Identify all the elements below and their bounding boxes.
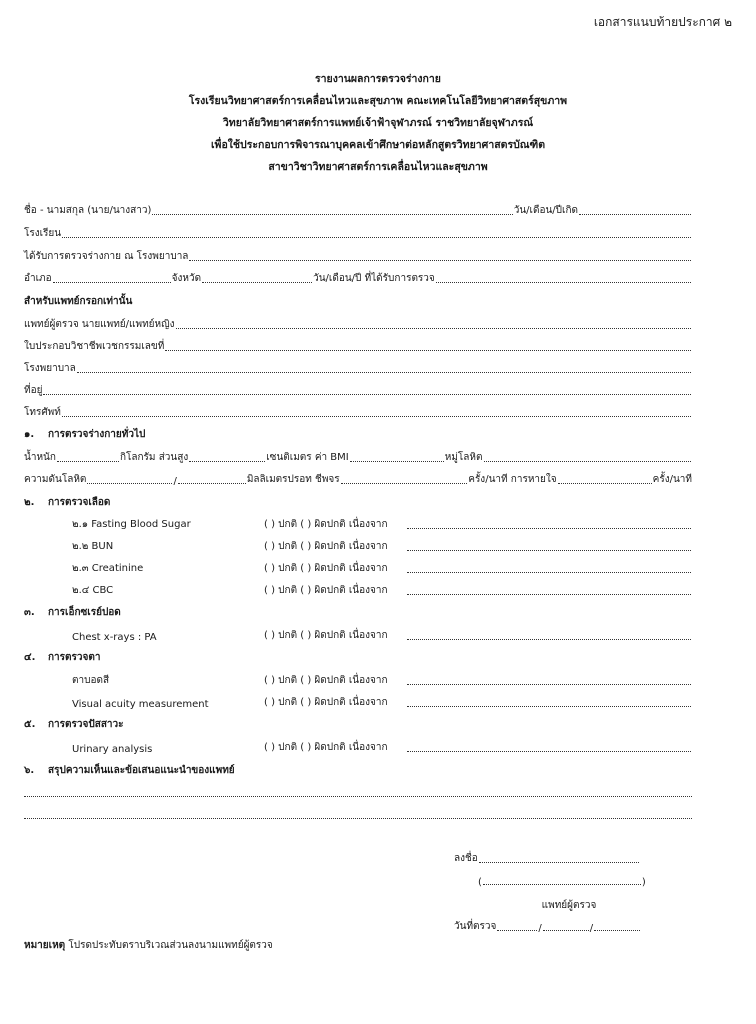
reason-field[interactable]: [407, 684, 691, 685]
normal-abnormal-checkboxes[interactable]: ( ) ปกติ ( ) ผิดปกติ เนื่องจาก: [264, 675, 388, 686]
test-row-color-blind: [72, 674, 692, 688]
exam-hospital-field[interactable]: [189, 260, 691, 261]
vital-signs-row: ความดันโลหิต / มิลลิเมตรปรอท ชีพจร ครั้ง/นาที การหายใจ ครั้ง/นาที: [24, 474, 692, 487]
school-field[interactable]: [62, 237, 691, 238]
reason-field[interactable]: [407, 572, 691, 573]
test-row-fbs: [72, 518, 692, 532]
title-line-2: โรงเรียนวิทยาศาสตร์การเคลื่อนไหวและสุขภาพ คณะเทคโนโลยีวิทยาศาสตร์สุขภาพ: [188, 95, 568, 107]
test-name: ๒.๓ Creatinine: [72, 563, 144, 574]
document-title-block: [0, 68, 756, 178]
resp-unit-label: ครั้ง/นาที: [652, 474, 692, 485]
test-name: ๒.๒ BUN: [72, 541, 114, 552]
respiration-field[interactable]: [558, 483, 652, 484]
test-name: ๒.๔ CBC: [72, 585, 114, 596]
weight-label: น้ำหนัก: [24, 452, 56, 463]
section-6-heading: ๖. สรุปความเห็นและข้อเสนอแนะนำของแพทย์: [24, 765, 235, 776]
location-row: [24, 272, 692, 286]
signature-field[interactable]: [479, 862, 639, 863]
pulse-unit-label: ครั้ง/นาที การหายใจ: [468, 474, 557, 485]
pulse-field[interactable]: [341, 483, 468, 484]
address-field[interactable]: [43, 394, 691, 395]
note-label: หมายเหตุ: [24, 940, 66, 951]
year-field[interactable]: [594, 930, 640, 931]
hospital-row: [24, 362, 692, 376]
name-label: ชื่อ - นามสกุล (นาย/นางสาว): [24, 205, 152, 216]
date-label: วันที่ตรวจ: [454, 921, 497, 932]
blood-group-label: หมู่โลหิต: [444, 452, 483, 463]
footnote: [24, 938, 273, 952]
province-field[interactable]: [202, 282, 312, 283]
dob-label: วัน/เดือน/ปีเกิด: [513, 205, 578, 216]
province-label: จังหวัด: [171, 273, 202, 284]
reason-field[interactable]: [407, 751, 691, 752]
title-line-4: เพื่อใช้ประกอบการพิจารณาบุคคลเข้าศึกษาต่อหลักสูตรวิทยาศาสตรบัณฑิต: [210, 139, 546, 151]
day-field[interactable]: [497, 930, 537, 931]
address-label: ที่อยู่: [24, 385, 43, 396]
title-line-5: สาขาวิชาวิทยาศาสตร์การเคลื่อนไหวและสุขภาพ: [268, 161, 488, 173]
sign-label: ลงชื่อ: [454, 853, 478, 864]
dob-field[interactable]: [579, 214, 691, 215]
blood-group-field[interactable]: [484, 461, 691, 462]
district-label: อำเภอ: [24, 273, 52, 284]
normal-abnormal-checkboxes[interactable]: ( ) ปกติ ( ) ผิดปกติ เนื่องจาก: [264, 519, 388, 530]
summary-line-2[interactable]: [24, 818, 692, 819]
exam-hospital-row: [24, 250, 692, 264]
section-2-heading: ๒. การตรวจเลือด: [24, 497, 111, 508]
test-row-visual-acuity: [72, 696, 692, 710]
test-row-cbc: [72, 584, 692, 598]
section-1-heading: ๑. การตรวจร่างกายทั่วไป: [24, 429, 146, 440]
doctor-only-heading: สำหรับแพทย์กรอกเท่านั้น: [24, 296, 133, 307]
license-row: [24, 340, 692, 354]
doctor-label: แพทย์ผู้ตรวจ นายแพทย์/แพทย์หญิง: [24, 319, 175, 330]
hospital-field[interactable]: [77, 372, 691, 373]
title-line-1: รายงานผลการตรวจร่างกาย: [315, 73, 441, 85]
applicant-name-row: [24, 204, 692, 218]
test-name: Chest x-rays : PA: [72, 632, 157, 643]
name-field[interactable]: [152, 214, 512, 215]
printed-name-row: ( ): [478, 877, 646, 888]
test-name: Visual acuity measurement: [72, 699, 209, 710]
school-row: [24, 227, 692, 241]
reason-field[interactable]: [407, 639, 691, 640]
phone-row: [24, 406, 692, 420]
bp-systolic-field[interactable]: [87, 483, 172, 484]
signature-row: [454, 852, 640, 866]
mmhg-label: มิลลิเมตรปรอท ชีพจร: [246, 474, 340, 485]
phone-field[interactable]: [62, 416, 691, 417]
attachment-label: เอกสารแนบท้ายประกาศ ๒: [593, 15, 732, 29]
normal-abnormal-checkboxes[interactable]: ( ) ปกติ ( ) ผิดปกติ เนื่องจาก: [264, 742, 388, 753]
test-name: ๒.๑ Fasting Blood Sugar: [72, 519, 191, 530]
doctor-role-label: แพทย์ผู้ตรวจ: [541, 900, 597, 911]
normal-abnormal-checkboxes[interactable]: ( ) ปกติ ( ) ผิดปกติ เนื่องจาก: [264, 563, 388, 574]
exam-hospital-label: ได้รับการตรวจร่างกาย ณ โรงพยาบาล: [24, 251, 189, 262]
exam-date-label: วัน/เดือน/ปี ที่ได้รับการตรวจ: [313, 273, 435, 284]
exam-date-sign-row: วันที่ตรวจ / /: [454, 920, 641, 934]
reason-field[interactable]: [407, 594, 691, 595]
section-3-heading: ๓. การเอ็กซเรย์ปอด: [24, 607, 121, 618]
license-field[interactable]: [165, 350, 691, 351]
cm-label: เซนติเมตร ค่า BMI: [266, 452, 349, 463]
month-field[interactable]: [543, 930, 589, 931]
test-row-xray: [72, 629, 692, 643]
normal-abnormal-checkboxes[interactable]: ( ) ปกติ ( ) ผิดปกติ เนื่องจาก: [264, 630, 388, 641]
school-label: โรงเรียน: [24, 228, 62, 239]
reason-field[interactable]: [407, 528, 691, 529]
section-4-heading: ๔. การตรวจตา: [24, 652, 101, 663]
weight-field[interactable]: [57, 461, 119, 462]
exam-date-field[interactable]: [436, 282, 691, 283]
bp-diastolic-field[interactable]: [178, 483, 246, 484]
phone-label: โทรศัพท์: [24, 407, 61, 418]
height-field[interactable]: [189, 461, 265, 462]
license-label: ใบประกอบวิชาชีพเวชกรรมเลขที่: [24, 341, 165, 352]
reason-field[interactable]: [407, 706, 691, 707]
district-field[interactable]: [53, 282, 171, 283]
address-row: [24, 384, 692, 398]
test-row-bun: [72, 540, 692, 554]
title-line-3: วิทยาลัยวิทยาศาสตร์การแพทย์เจ้าฟ้าจุฬาภรณ์ ราชวิทยาลัยจุฬาภรณ์: [222, 117, 534, 129]
bp-label: ความดันโลหิต: [24, 474, 87, 485]
bmi-field[interactable]: [350, 461, 444, 462]
test-name: ตาบอดสี: [72, 675, 110, 686]
doctor-name-field[interactable]: [176, 328, 691, 329]
hospital-label: โรงพยาบาล: [24, 363, 76, 374]
reason-field[interactable]: [407, 550, 691, 551]
section-5-heading: ๕. การตรวจปัสสาวะ: [24, 719, 124, 730]
doctor-name-row: [24, 318, 692, 332]
normal-abnormal-checkboxes[interactable]: ( ) ปกติ ( ) ผิดปกติ เนื่องจาก: [264, 697, 388, 708]
normal-abnormal-checkboxes[interactable]: ( ) ปกติ ( ) ผิดปกติ เนื่องจาก: [264, 585, 388, 596]
test-row-urinalysis: [72, 741, 692, 755]
kg-label: กิโลกรัม ส่วนสูง: [119, 452, 189, 463]
test-name: Urinary analysis: [72, 744, 153, 755]
printed-name-field[interactable]: [483, 884, 641, 885]
note-text: โปรดประทับตราบริเวณส่วนลงนามแพทย์ผู้ตรวจ: [65, 940, 273, 951]
body-measure-row: [24, 451, 692, 465]
test-row-creatinine: [72, 562, 692, 576]
summary-line-1[interactable]: [24, 796, 692, 797]
normal-abnormal-checkboxes[interactable]: ( ) ปกติ ( ) ผิดปกติ เนื่องจาก: [264, 541, 388, 552]
